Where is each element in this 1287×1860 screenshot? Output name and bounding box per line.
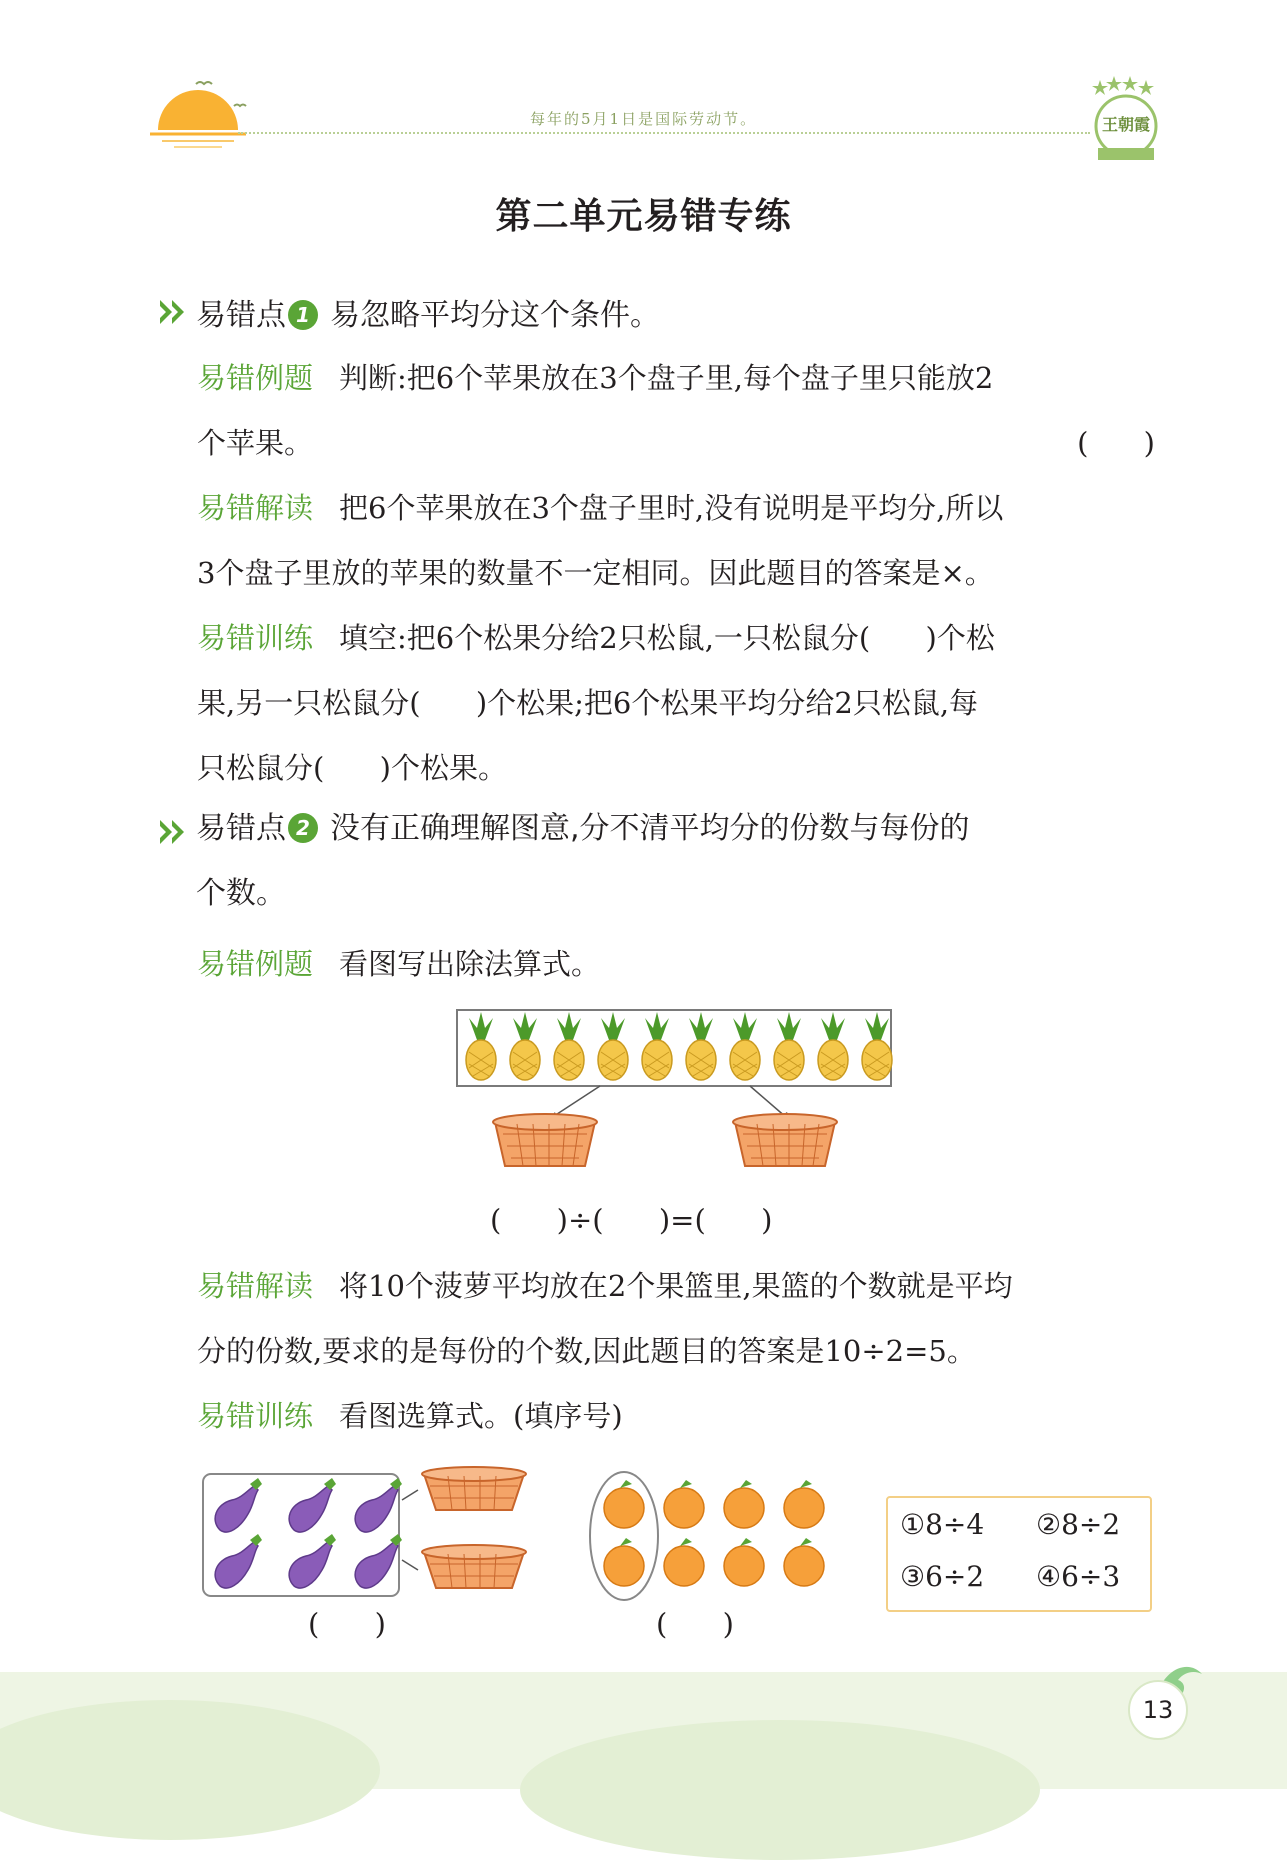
example-text: 看图写出除法算式。 xyxy=(339,947,601,981)
example-line: 判断:把6个苹果放在3个盘子里,每个盘子里只能放2 xyxy=(339,361,994,395)
explain-label: 易错解读 xyxy=(197,1269,314,1303)
answer-blank[interactable]: ( ) xyxy=(1077,426,1155,460)
bottom-decoration xyxy=(520,1720,1040,1860)
training-label: 易错训练 xyxy=(197,1399,314,1433)
training-label: 易错训练 xyxy=(197,621,314,655)
point2-heading xyxy=(196,810,1156,926)
point1-heading xyxy=(196,290,660,334)
pineapple-figure xyxy=(455,1006,895,1186)
eggplant-figure xyxy=(200,1460,530,1600)
training-line: 填空:把6个松果分给2只松鼠,一只松鼠分( )个松 xyxy=(339,621,995,655)
training-line: 果,另一只松鼠分( )个松果;把6个松果平均分给2只松鼠,每 xyxy=(197,686,979,720)
point2-title: 没有正确理解图意,分不清平均分的份数与每份的 xyxy=(330,811,970,846)
double-chevron-icon xyxy=(158,818,190,846)
point1-explain xyxy=(197,476,1155,606)
logo-text: 王朝霞 xyxy=(1101,115,1150,134)
option-item: ④6÷3 xyxy=(1036,1560,1121,1593)
point2-prefix: 易错点 xyxy=(196,811,286,846)
page-title: 第二单元易错专练 xyxy=(495,196,792,237)
option-item: ③6÷2 xyxy=(900,1560,985,1593)
options-box xyxy=(886,1496,1152,1612)
explain-line: 3个盘子里放的苹果的数量不一定相同。因此题目的答案是×。 xyxy=(197,556,994,590)
header-motto: 每年的5月1日是国际劳动节。 xyxy=(530,110,758,128)
point2-badge: 2 xyxy=(288,813,318,843)
double-chevron-icon xyxy=(158,298,190,326)
point2-training xyxy=(197,1384,1155,1449)
point1-training xyxy=(197,606,1155,801)
example-line: 个苹果。 xyxy=(197,426,314,460)
header-divider xyxy=(238,132,1090,134)
answer-blank[interactable]: ( ) xyxy=(656,1607,734,1641)
orange-figure xyxy=(588,1462,828,1602)
point2-title: 个数。 xyxy=(196,876,286,911)
example-equation[interactable]: ( )÷( )=( ) xyxy=(490,1203,773,1237)
answer-blank[interactable]: ( ) xyxy=(308,1607,386,1641)
option-item: ②8÷2 xyxy=(1036,1508,1121,1541)
option-item: ①8÷4 xyxy=(900,1508,985,1541)
example-label: 易错例题 xyxy=(197,947,314,981)
page-number: 13 xyxy=(1128,1680,1188,1740)
point1-badge: 1 xyxy=(288,300,318,330)
training-text: 看图选算式。(填序号) xyxy=(339,1399,623,1433)
explain-line: 将10个菠萝平均放在2个果篮里,果篮的个数就是平均 xyxy=(339,1269,1013,1303)
point2-example xyxy=(197,932,1155,997)
explain-line: 分的份数,要求的是每份的个数,因此题目的答案是10÷2=5。 xyxy=(197,1334,976,1368)
sun-icon xyxy=(150,78,250,150)
explain-label: 易错解读 xyxy=(197,491,314,525)
point2-explain xyxy=(197,1254,1155,1384)
point1-prefix: 易错点 xyxy=(196,298,286,333)
training-line: 只松鼠分( )个松果。 xyxy=(197,751,507,785)
point1-title: 易忽略平均分这个条件。 xyxy=(330,298,660,333)
point1-example xyxy=(197,346,1155,476)
explain-line: 把6个苹果放在3个盘子里时,没有说明是平均分,所以 xyxy=(339,491,1004,525)
example-label: 易错例题 xyxy=(197,361,314,395)
